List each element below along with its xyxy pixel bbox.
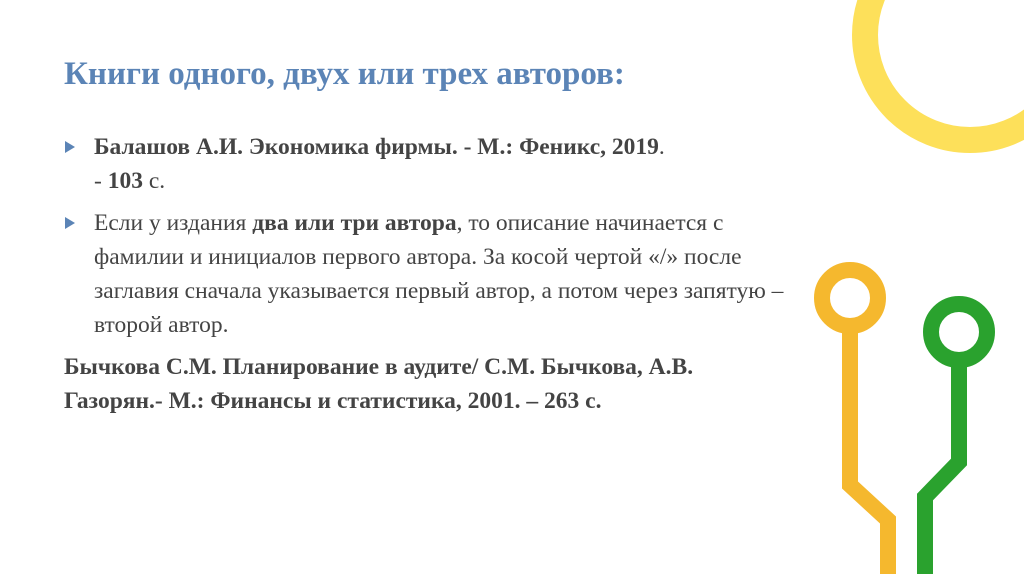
example-reference: Бычкова С.М. Планирование в аудите/ С.М. Бычкова, А.В. Газорян.- М.: Финансы и статистика, 2001. – 263 с. xyxy=(64,354,694,414)
gold-circuit-decoration xyxy=(822,270,888,574)
slide-content xyxy=(64,130,784,418)
slide-title: Книги одного, двух или трех авторов: xyxy=(64,56,625,92)
bullet1-dash: - xyxy=(94,168,108,194)
triangle-right-icon xyxy=(65,217,75,229)
bullet-item-2 xyxy=(64,206,784,342)
bullet1-suffix: с. xyxy=(142,168,166,194)
bullet2-text-after: , то описание начинается с фамилии и инициалов первого автора. За косой чертой «/» после заглавия сначала указывается первый автор, а потом через запятую – второй автор. xyxy=(94,210,784,338)
yellow-ring-decoration xyxy=(865,0,1024,140)
triangle-right-icon xyxy=(65,141,75,153)
bullet1-end-dot: . xyxy=(658,134,665,160)
bullet1-text: Балашов А.И. Экономика фирмы. - М.: Феникс, 2019 xyxy=(94,134,659,160)
green-circuit-decoration xyxy=(925,304,987,574)
bullet2-text-before: Если у издания xyxy=(94,210,253,236)
bullet-item-1 xyxy=(64,130,784,198)
bullet2-bold: два или три автора xyxy=(252,210,457,236)
bullet1-pages: 103 xyxy=(107,168,143,194)
